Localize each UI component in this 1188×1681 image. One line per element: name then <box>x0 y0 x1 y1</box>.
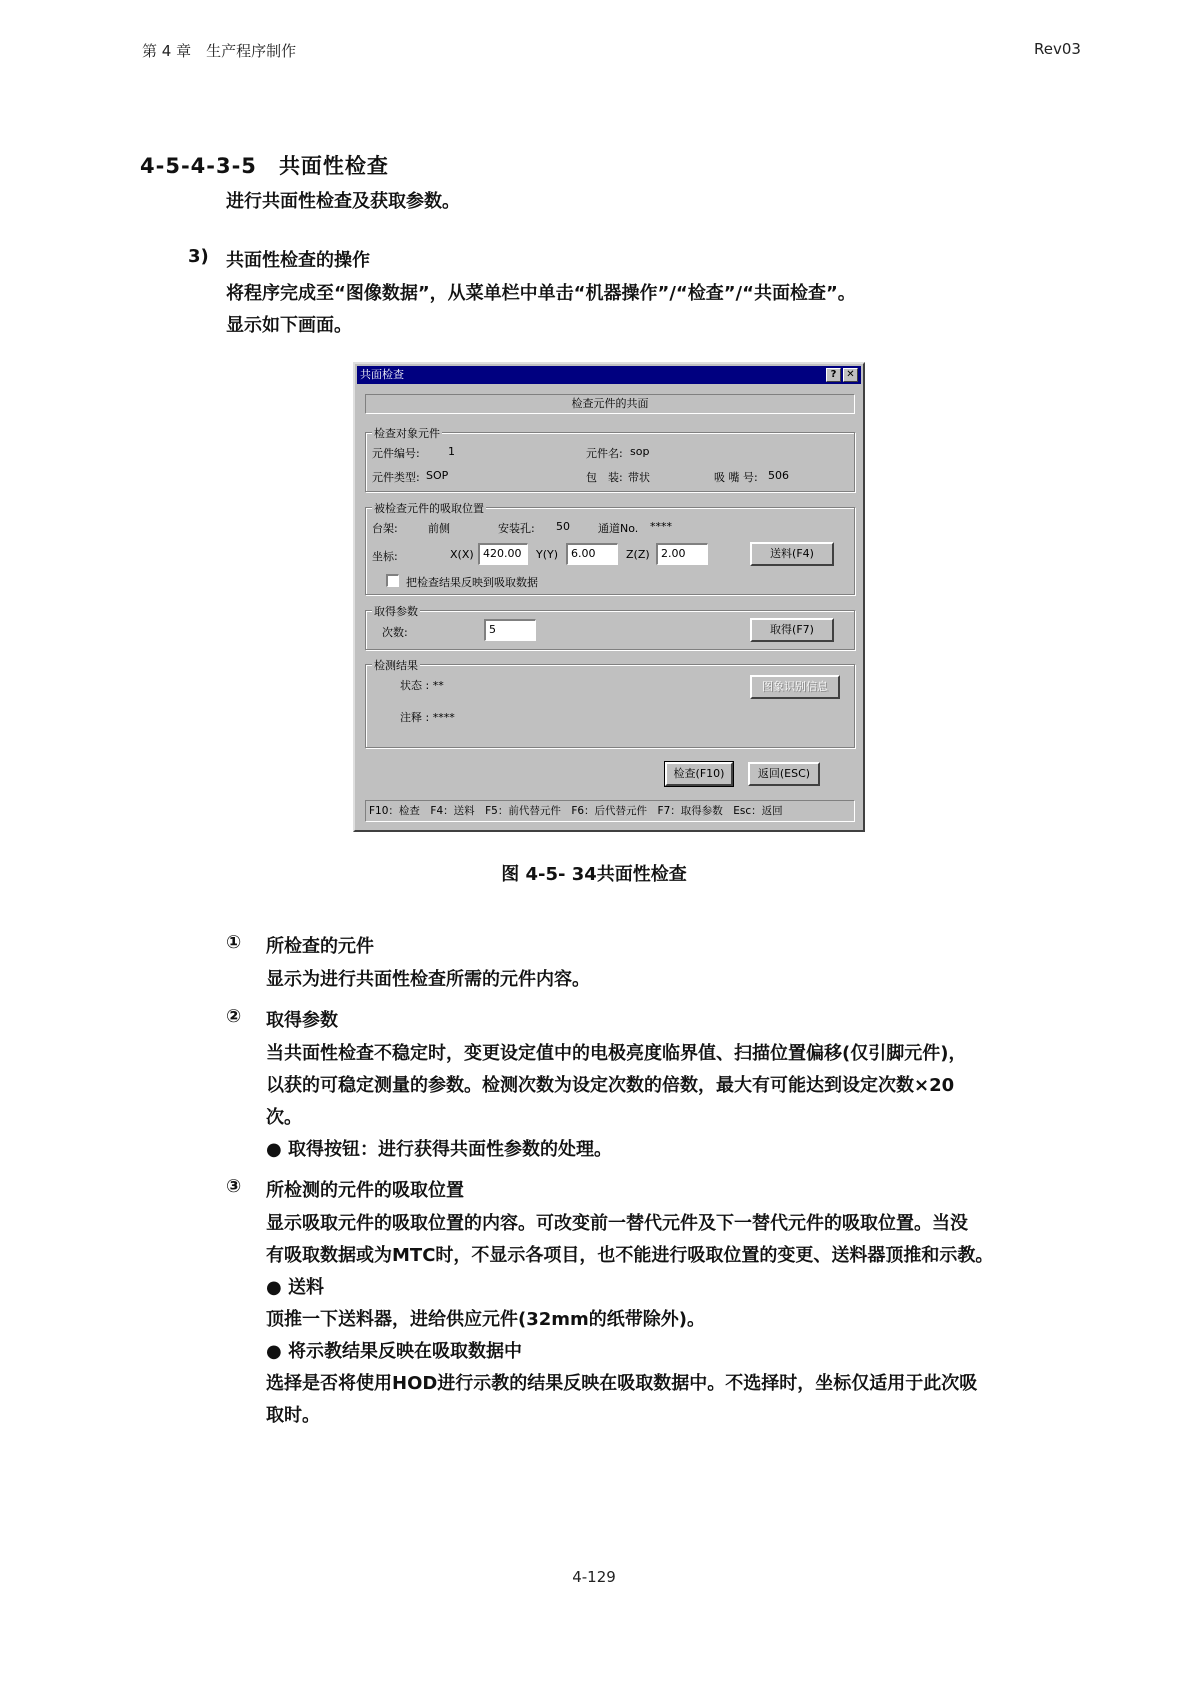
step-label: 3) <box>188 246 209 267</box>
figure-caption: 图 4-5- 34共面性检查 <box>501 864 687 885</box>
package-value: 带状 <box>628 471 650 484</box>
chapter-header: 第 4 章 生产程序制作 <box>142 42 297 60</box>
lane-label: 通道No. <box>598 522 639 535</box>
item-1-body-1: 显示为进行共面性检查所需的元件内容。 <box>266 969 590 990</box>
page-number: 4-129 <box>572 1568 616 1586</box>
help-icon[interactable]: ? <box>826 368 841 382</box>
revision-label: Rev03 <box>1034 40 1081 58</box>
section-title: 共面性检查 <box>278 154 389 178</box>
item-2-body-2: 以获的可稳定测量的参数。检测次数为设定次数的倍数，最大有可能达到设定次数×20 <box>266 1075 955 1096</box>
part-type-label: 元件类型: <box>372 471 420 484</box>
item-3-body-1: 显示吸取元件的吸取位置的内容。可改变前一替代元件及下一替代元件的吸取位置。当没 <box>266 1213 968 1234</box>
feed-button[interactable]: 送料(F4) <box>750 542 834 566</box>
note-text: 注释 : **** <box>400 711 455 724</box>
dialog-titlebar <box>357 366 861 384</box>
part-name-label: 元件名: <box>586 447 623 460</box>
params-group <box>365 605 855 650</box>
acquire-button[interactable]: 取得(F7) <box>750 618 834 642</box>
lane-value: **** <box>650 520 672 533</box>
item-3-title: 所检测的元件的吸取位置 <box>266 1180 464 1201</box>
item-1-title: 所检查的元件 <box>266 936 374 957</box>
nozzle-label: 吸 嘴 号: <box>714 471 758 484</box>
return-button[interactable]: 返回(ESC) <box>748 762 820 786</box>
rack-value: 前侧 <box>428 522 450 535</box>
section-intro: 进行共面性检查及获取参数。 <box>226 191 460 212</box>
recognition-info-button[interactable]: 图象识别信息 <box>750 675 840 699</box>
hole-label: 安装孔: <box>498 522 535 535</box>
nozzle-value: 506 <box>768 469 789 482</box>
rack-label: 台架: <box>372 522 398 535</box>
part-name-value: sop <box>630 445 650 458</box>
item-2-body-3: 次。 <box>266 1107 302 1128</box>
section-heading <box>140 150 389 180</box>
count-input[interactable]: 5 <box>484 619 536 641</box>
z-coordinate-input[interactable]: 2.00 <box>656 543 708 565</box>
part-no-value: 1 <box>448 445 455 458</box>
y-coordinate-input[interactable]: 6.00 <box>566 543 618 565</box>
item-3-body-6: 选择是否将使用HOD进行示教的结果反映在吸取数据中。不选择时，坐标仅适用于此次吸 <box>266 1373 978 1394</box>
count-label: 次数: <box>382 626 408 639</box>
y-label: Y(Y) <box>536 548 559 561</box>
item-2-body-4: ● 取得按钮：进行获得共面性参数的处理。 <box>266 1139 612 1160</box>
x-label: X(X) <box>450 548 474 561</box>
step-line-1: 将程序完成至“图像数据”，从菜单栏中单击“机器操作”/“检查”/“共面检查”。 <box>226 283 856 304</box>
item-2-body-1: 当共面性检查不稳定时，变更设定值中的电极亮度临界值、扫描位置偏移(仅引脚元件)， <box>266 1043 967 1064</box>
step-title: 共面性检查的操作 <box>226 250 370 271</box>
coplanarity-dialog <box>353 362 865 832</box>
item-2-title: 取得参数 <box>266 1010 338 1031</box>
step-line-2: 显示如下画面。 <box>226 315 352 336</box>
dialog-banner: 检查元件的共面 <box>365 394 855 414</box>
item-3-body-5: ● 将示教结果反映在吸取数据中 <box>266 1341 522 1362</box>
x-coordinate-input[interactable]: 420.00 <box>478 543 528 565</box>
hole-value: 50 <box>556 520 570 533</box>
z-label: Z(Z) <box>626 548 650 561</box>
part-no-label: 元件编号: <box>372 447 420 460</box>
item-3-body-2: 有吸取数据或为MTC时，不显示各项目，也不能进行吸取位置的变更、送料器顶推和示教。 <box>266 1245 994 1266</box>
result-group <box>365 659 855 748</box>
params-group-label: 取得参数 <box>374 605 418 618</box>
target-part-group <box>365 427 855 492</box>
item-2-marker: ② <box>226 1006 242 1027</box>
item-3-marker: ③ <box>226 1176 242 1197</box>
check-button[interactable]: 检查(F10) <box>665 762 733 786</box>
coord-label: 坐标: <box>372 550 398 563</box>
pickup-position-group-label: 被检查元件的吸取位置 <box>374 502 484 515</box>
close-icon[interactable]: ✕ <box>843 368 858 382</box>
section-number: 4-5-4-3-5 <box>140 154 257 178</box>
dialog-statusbar: F10：检查 F4：送料 F5：前代替元件 F6：后代替元件 F7：取得参数 Esc：返回 <box>365 800 855 822</box>
item-1-marker: ① <box>226 932 242 953</box>
target-part-group-label: 检查对象元件 <box>374 427 440 440</box>
package-label: 包 装: <box>586 471 623 484</box>
pickup-position-group <box>365 502 855 595</box>
item-3-body-7: 取时。 <box>266 1405 320 1426</box>
dialog-title: 共面检查 <box>360 368 404 381</box>
item-3-body-4: 顶推一下送料器，进给供应元件(32mm的纸带除外)。 <box>266 1309 706 1330</box>
reflect-checkbox[interactable] <box>386 574 399 587</box>
item-3-body-3: ● 送料 <box>266 1277 324 1298</box>
part-type-value: SOP <box>426 469 449 482</box>
reflect-checkbox-label: 把检查结果反映到吸取数据 <box>406 576 538 589</box>
result-group-label: 检测结果 <box>374 659 418 672</box>
status-text: 状态 : ** <box>400 679 444 692</box>
